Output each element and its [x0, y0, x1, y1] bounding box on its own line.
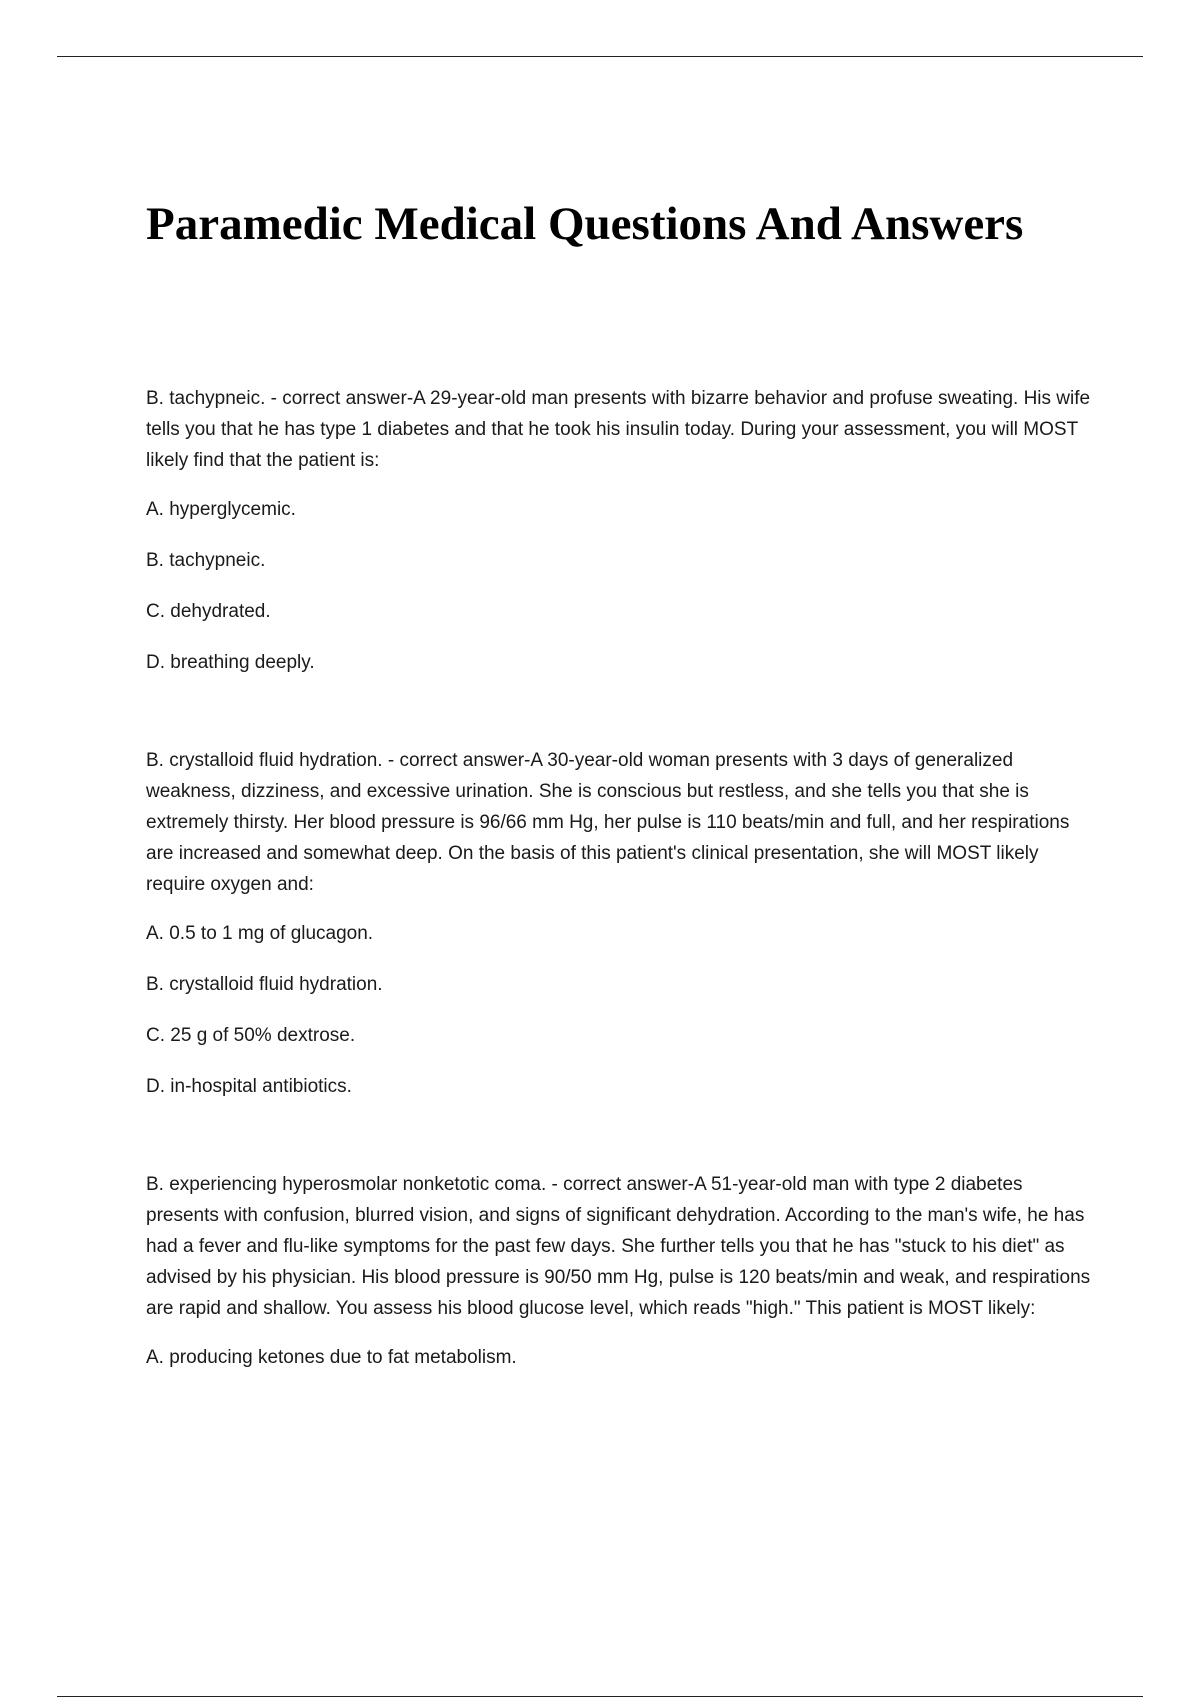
page-title: Paramedic Medical Questions And Answers	[146, 198, 1024, 250]
answer-option: D. in-hospital antibiotics.	[146, 1076, 352, 1097]
question-stem: B. tachypneic. - correct answer-A 29-year-old man presents with bizarre behavior and profuse sweating. His wife tells you that he has type 1 diabetes and that he took his insulin today. During your assessment, you will MOST likely find that the patient is:	[146, 388, 1091, 471]
question-stem: B. experiencing hyperosmolar nonketotic coma. - correct answer-A 51-year-old man with type 2 diabetes presents with confusion, blurred vision, and signs of significant dehydration. According to the man's wife, he has had a fever and flu-like symptoms for the past few days. She further tells you that he has "stuck to his diet" as advised by his physician. His blood pressure is 90/50 mm Hg, pulse is 120 beats/min and weak, and respirations are rapid and shallow. You assess his blood glucose level, which reads "high." This patient is MOST likely:	[146, 1174, 1091, 1319]
answer-option: C. 25 g of 50% dextrose.	[146, 1025, 356, 1046]
question-stem: B. crystalloid fluid hydration. - correct answer-A 30-year-old woman presents with 3 days of generalized weakness, dizziness, and excessive urination. She is conscious but restless, and she tells you that she is extremely thirsty. Her blood pressure is 96/66 mm Hg, her pulse is 110 beats/min and full, and her respirations are increased and somewhat deep. On the basis of this patient's clinical presentation, she will MOST likely require oxygen and:	[146, 750, 1070, 895]
document-body	[146, 383, 1096, 1373]
answer-option: B. tachypneic.	[146, 550, 266, 571]
answer-option: A. producing ketones due to fat metabolism.	[146, 1347, 517, 1368]
bottom-divider	[57, 1696, 1143, 1697]
answer-options	[146, 918, 1096, 1102]
answer-options	[146, 494, 1096, 678]
question-block	[146, 383, 1096, 678]
answer-option: A. hyperglycemic.	[146, 499, 296, 520]
answer-option: B. crystalloid fluid hydration.	[146, 974, 383, 995]
answer-option: D. breathing deeply.	[146, 652, 315, 673]
answer-option: A. 0.5 to 1 mg of glucagon.	[146, 923, 374, 944]
answer-options	[146, 1342, 1096, 1373]
top-divider	[57, 56, 1143, 57]
answer-option: C. dehydrated.	[146, 601, 271, 622]
question-block	[146, 745, 1096, 1102]
question-block	[146, 1169, 1096, 1373]
